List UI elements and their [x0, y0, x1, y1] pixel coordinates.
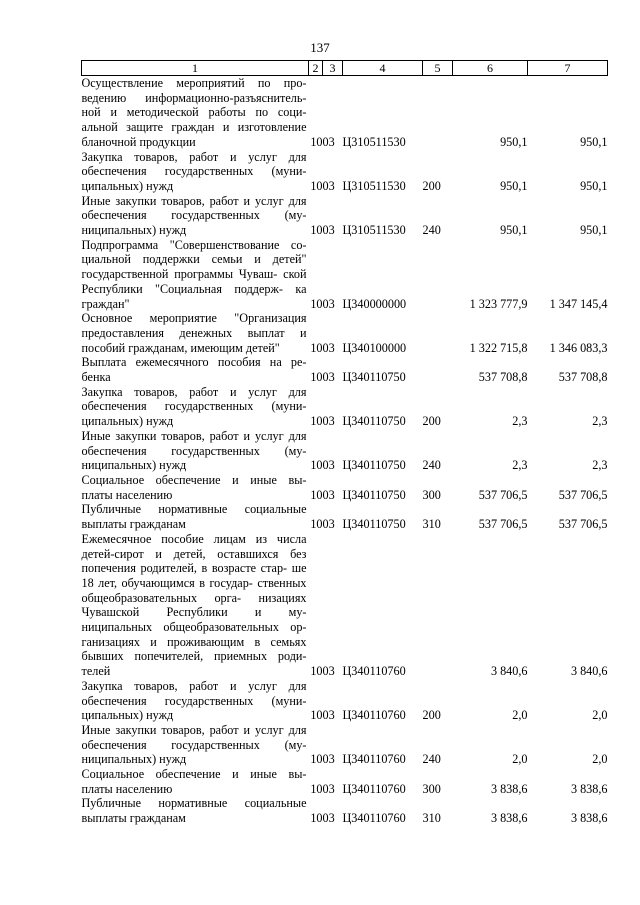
subsection-code: 03 [322, 414, 335, 429]
subsection-code: 03 [322, 370, 335, 385]
row-name-line: попечения родителей, в возрасте стар- [81, 561, 288, 576]
table-row [82, 502, 608, 531]
amount-year-1: 3 838,6 [490, 811, 528, 826]
row-name-line: ниципальных) нужд [81, 458, 187, 473]
expense-type-code [423, 532, 453, 679]
row-name [82, 502, 309, 531]
table-row [82, 723, 608, 767]
row-name-line: бенка [81, 370, 111, 385]
row-name-line: обеспечения государственных (муни- [81, 164, 307, 179]
subsection-code: 03 [322, 517, 335, 532]
row-name-line: для обеспечения государственных (му- [81, 428, 307, 458]
row-name-line: для обеспечения государственных (му- [81, 193, 307, 223]
amount-year-1: 2,3 [512, 414, 528, 429]
column-header: 7 [528, 61, 608, 76]
row-name [82, 150, 309, 194]
row-name-line: циальной поддержки семьи и детей" [81, 252, 307, 267]
row-name [82, 723, 309, 767]
amount-year-1: 537 708,8 [478, 370, 528, 385]
row-name [82, 532, 309, 679]
column-header: 2 [309, 61, 323, 76]
row-name-line: ственных общеобразовательных орга- [81, 575, 307, 605]
table-row [82, 473, 608, 502]
target-article-code: Ц340110750 [342, 414, 406, 429]
amount-year-1: 2,0 [512, 708, 528, 723]
target-article-code: Ц340000000 [342, 296, 407, 311]
row-name-line: государственной программы Чуваш- [81, 267, 278, 282]
row-name-line: ниципальных общеобразовательных ор- [81, 620, 307, 635]
row-name-line: ской Республики "Социальная поддерж- [81, 267, 307, 296]
amount-year-2: 1 347 145,4 [549, 296, 608, 311]
section-code: 10 [310, 340, 323, 355]
expense-type-code [423, 355, 453, 384]
table-row [82, 429, 608, 473]
row-name-line: обеспечения государственных (муни- [81, 693, 307, 708]
section-code: 10 [310, 517, 323, 532]
row-name-line: Публичные нормативные социальные [81, 796, 307, 811]
amount-year-1: 2,0 [512, 752, 528, 767]
subsection-code: 03 [322, 223, 335, 238]
expense-type-code: 310 [422, 811, 441, 826]
row-name-line: ципальных) нужд [81, 414, 174, 429]
section-code: 10 [310, 414, 323, 429]
section-code: 10 [310, 296, 323, 311]
row-name-line: ка граждан" [81, 281, 307, 311]
row-name-line: Закупка товаров, работ и услуг для [81, 384, 307, 399]
target-article-code: Ц310511530 [342, 178, 406, 193]
target-article-code: Ц340110760 [342, 811, 406, 826]
row-name-line: Социальное обеспечение и иные вы- [81, 472, 307, 487]
table-row [82, 767, 608, 796]
row-name [82, 194, 309, 238]
subsection-code: 03 [322, 296, 335, 311]
row-name [82, 679, 309, 723]
target-article-code: Ц340110760 [342, 708, 406, 723]
row-name-line: обеспечения государственных (муни- [81, 399, 307, 414]
subsection-code: 03 [322, 811, 335, 826]
subsection-code: 03 [322, 664, 335, 679]
row-name-line: бывших попечителей, приемных роди- [81, 649, 307, 664]
row-name-line: платы населению [81, 487, 173, 502]
target-article-code: Ц340110750 [342, 458, 406, 473]
subsection-code: 03 [322, 178, 335, 193]
expense-type-code [423, 76, 453, 150]
expense-type-code: 200 [422, 178, 441, 193]
expense-type-code: 240 [422, 458, 441, 473]
table-row [82, 76, 608, 150]
row-name-line: телей [81, 664, 111, 679]
row-name-line: Закупка товаров, работ и услуг для [81, 149, 307, 164]
row-name-line: детей-сирот и детей, оставшихся без [81, 546, 307, 561]
amount-year-1: 2,3 [512, 458, 528, 473]
amount-year-2: 950,1 [580, 134, 608, 149]
target-article-code: Ц310511530 [342, 223, 406, 238]
row-name-line: ниципальных) нужд [81, 223, 187, 238]
subsection-code: 03 [322, 487, 335, 502]
expense-type-code: 300 [422, 781, 441, 796]
row-name [82, 238, 309, 312]
row-name-line: для обеспечения государственных (му- [81, 722, 307, 752]
row-name-line: Социальное обеспечение и иные вы- [81, 767, 307, 782]
section-code: 10 [310, 781, 323, 796]
amount-year-2: 950,1 [580, 178, 608, 193]
row-name-line: ше 18 лет, обучающимся в государ- [81, 561, 307, 590]
column-header: 6 [453, 61, 528, 76]
table-row [82, 532, 608, 679]
row-name-line: Иные закупки товаров, работ и услуг [81, 722, 284, 737]
expense-type-code: 300 [422, 487, 441, 502]
amount-year-1: 950,1 [500, 178, 528, 193]
row-name-line: Ежемесячное пособие лицам из числа [81, 531, 307, 546]
header-row [82, 61, 608, 76]
row-name-line: ной и методической работы по соци- [81, 105, 307, 120]
row-name-line: ципальных) нужд [81, 178, 174, 193]
section-code: 10 [310, 487, 323, 502]
target-article-code: Ц340110760 [342, 781, 406, 796]
row-name-line: альной защите граждан и изготовление [81, 120, 307, 135]
row-name [82, 76, 309, 150]
row-name-line: предоставления денежных выплат и [81, 325, 307, 340]
table-row [82, 385, 608, 429]
table-row [82, 796, 608, 825]
amount-year-1: 950,1 [500, 134, 528, 149]
amount-year-2: 950,1 [580, 223, 608, 238]
row-name-line: бланочной продукции [81, 134, 196, 149]
amount-year-2: 2,3 [592, 414, 608, 429]
target-article-code: Ц310511530 [342, 134, 406, 149]
section-code: 10 [310, 708, 323, 723]
row-name [82, 767, 309, 796]
subsection-code: 03 [322, 134, 335, 149]
row-name [82, 473, 309, 502]
amount-year-1: 3 840,6 [490, 664, 528, 679]
row-name-line: ципальных) нужд [81, 708, 174, 723]
section-code: 10 [310, 752, 323, 767]
expense-type-code: 200 [422, 708, 441, 723]
row-name-line: ганизациях и проживающим в семьях [81, 634, 307, 649]
row-name-line: Иные закупки товаров, работ и услуг [81, 193, 284, 208]
row-name-line: Публичные нормативные социальные [81, 502, 307, 517]
row-name-line: Иные закупки товаров, работ и услуг [81, 428, 284, 443]
row-name-line: Выплата ежемесячного пособия на ре- [81, 355, 307, 370]
budget-table [81, 60, 608, 826]
expense-type-code: 200 [422, 414, 441, 429]
target-article-code: Ц340110760 [342, 664, 406, 679]
section-code: 10 [310, 811, 323, 826]
amount-year-1: 537 706,5 [478, 487, 528, 502]
expense-type-code: 310 [422, 517, 441, 532]
page-number: 137 [310, 40, 330, 55]
table-row [82, 679, 608, 723]
column-header: 4 [343, 61, 423, 76]
target-article-code: Ц340110760 [342, 752, 406, 767]
target-article-code: Ц340110750 [342, 487, 406, 502]
amount-year-2: 2,0 [592, 708, 608, 723]
table-row [82, 311, 608, 355]
subsection-code: 03 [322, 458, 335, 473]
target-article-code: Ц340110750 [342, 517, 406, 532]
row-name-line: Основное мероприятие "Организация [81, 311, 307, 326]
amount-year-1: 537 706,5 [478, 517, 528, 532]
expense-type-code: 240 [422, 752, 441, 767]
section-code: 10 [310, 370, 323, 385]
expense-type-code: 240 [422, 223, 441, 238]
expense-type-code [423, 311, 453, 355]
subsection-code: 03 [322, 708, 335, 723]
subsection-code: 03 [322, 781, 335, 796]
amount-year-2: 2,0 [592, 752, 608, 767]
target-article-code: Ц340110750 [342, 370, 406, 385]
row-name [82, 429, 309, 473]
amount-year-2: 537 706,5 [558, 487, 608, 502]
amount-year-1: 1 323 777,9 [469, 296, 528, 311]
row-name-line: низациях Чувашской Республики и му- [81, 590, 307, 620]
amount-year-2: 3 840,6 [570, 664, 608, 679]
row-name-line: ниципальных) нужд [81, 752, 187, 767]
column-header: 1 [82, 61, 309, 76]
section-code: 10 [310, 134, 323, 149]
row-name-line: пособий гражданам, имеющим детей" [81, 340, 280, 355]
target-article-code: Ц340100000 [342, 340, 407, 355]
amount-year-1: 1 322 715,8 [469, 340, 528, 355]
amount-year-2: 537 708,8 [558, 370, 608, 385]
row-name-line: Подпрограмма "Совершенствование со- [81, 237, 307, 252]
table-row [82, 355, 608, 384]
amount-year-2: 3 838,6 [570, 811, 608, 826]
amount-year-1: 950,1 [500, 223, 528, 238]
row-name-line: Осуществление мероприятий по про- [81, 76, 307, 90]
subsection-code: 03 [322, 340, 335, 355]
amount-year-2: 2,3 [592, 458, 608, 473]
column-header: 5 [423, 61, 453, 76]
subsection-code: 03 [322, 752, 335, 767]
amount-year-2: 537 706,5 [558, 517, 608, 532]
row-name [82, 385, 309, 429]
section-code: 10 [310, 178, 323, 193]
row-name-line: платы населению [81, 781, 173, 796]
row-name-line: выплаты гражданам [81, 811, 186, 826]
row-name-line: Закупка товаров, работ и услуг для [81, 678, 307, 693]
table-row [82, 238, 608, 312]
amount-year-1: 3 838,6 [490, 781, 528, 796]
expense-type-code [423, 238, 453, 312]
column-header: 3 [323, 61, 343, 76]
amount-year-2: 1 346 083,3 [549, 340, 608, 355]
section-code: 10 [310, 223, 323, 238]
table-body [82, 76, 608, 826]
row-name-line: выплаты гражданам [81, 517, 186, 532]
row-name [82, 796, 309, 825]
row-name [82, 311, 309, 355]
row-name [82, 355, 309, 384]
row-name-line: ведению информационно-разъяснитель- [81, 90, 307, 105]
section-code: 10 [310, 458, 323, 473]
table-row [82, 150, 608, 194]
amount-year-2: 3 838,6 [570, 781, 608, 796]
table-row [82, 194, 608, 238]
section-code: 10 [310, 664, 323, 679]
